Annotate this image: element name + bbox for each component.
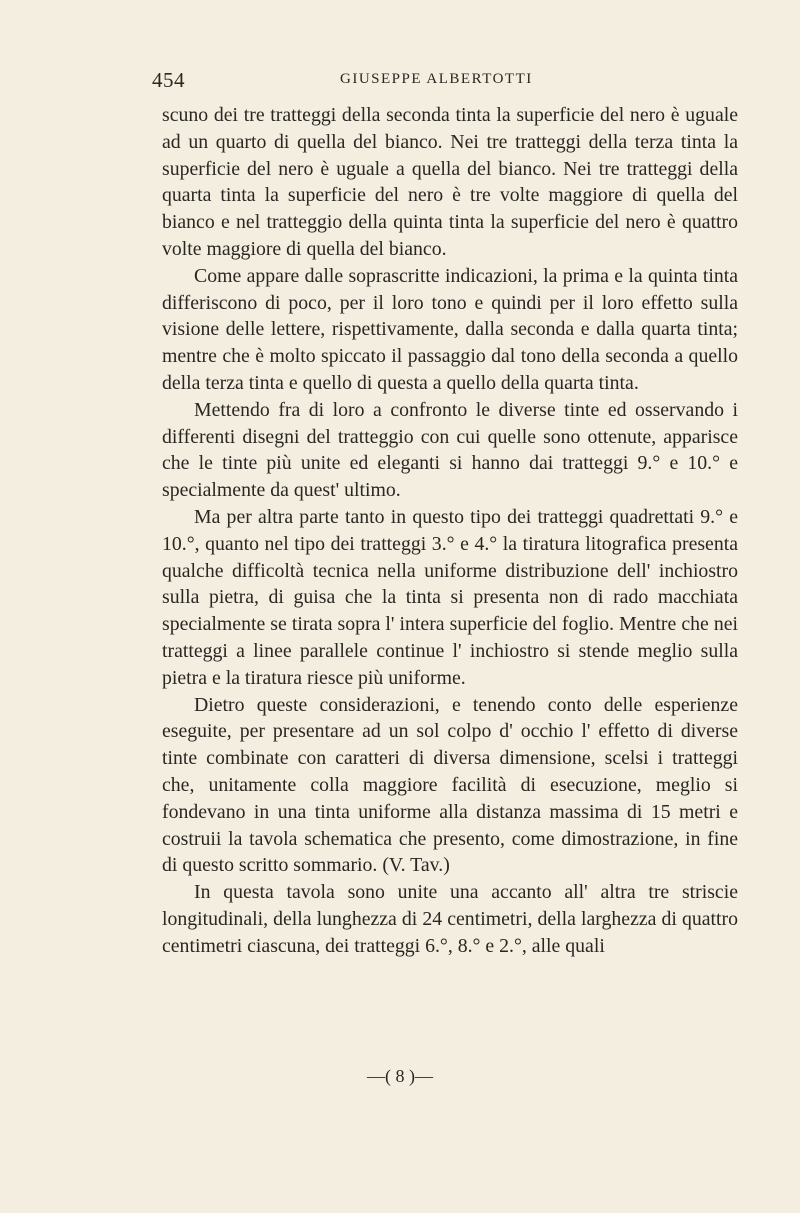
- paragraph: In questa tavola sono unite una accanto all' altra tre striscie longitudinali, della lunghezza di 24 centimetri, della larghezza di quattro centimetri ciascuna, dei tratteggi 6.°, 8.° e 2.°, alle quali: [162, 881, 738, 957]
- running-title: GIUSEPPE ALBERTOTTI: [340, 71, 533, 87]
- body-text: [162, 102, 738, 960]
- paragraph: Dietro queste considerazioni, e tenendo conto delle esperienze eseguite, per presentare ad un sol colpo d' occhio l' effetto di diverse tinte combinate con caratteri di diversa dimensione, scelsi i tratteggi che, unitamente colla maggiore facilità di esecuzione, meglio si fondevano in una tinta uniforme alla distanza massima di 15 metri e costruii la tavola schematica che presento, come dimostrazione, in fine di questo scritto sommario. (V. Tav.): [162, 693, 738, 877]
- page-number: 454: [152, 68, 185, 92]
- paragraph: Ma per altra parte tanto in questo tipo dei tratteggi quadrettati 9.° e 10.°, quanto nel tipo dei tratteggi 3.° e 4.° la tiratura litografica presenta qualche difficoltà tecnica nella uniforme distribuzione dell' inchiostro sulla pietra, di guisa che la tinta si presenta non di rado macchiata specialmente se tirata sopra l' intera superficie del foglio. Mentre che nei tratteggi a linee parallele continue l' inchiostro si stende meglio sulla pietra e la tiratura riesce più uniforme.: [162, 505, 738, 689]
- paragraph-continuation: scuno dei tre tratteggi della seconda tinta la superficie del nero è uguale ad un quarto di quella del bianco. Nei tre tratteggi della terza tinta la superficie del nero è uguale a quella del bianco. Nei tre tratteggi della quarta tinta la superficie del nero è tre volte maggiore di quella del bianco e nel tratteggio della quinta tinta la superficie del nero è quattro volte maggiore di quella del bianco.: [162, 104, 738, 260]
- paragraph: Come appare dalle soprascritte indicazioni, la prima e la quinta tinta differiscono di poco, per il loro tono e quindi per il loro effetto sulla visione delle lettere, rispettivamente, dalla seconda e dalla quarta tinta; mentre che è molto spiccato il passaggio dal tono della seconda a quello della terza tinta e quello di questa a quello della quarta tinta.: [162, 264, 738, 394]
- folio: —( 8 )—: [367, 1066, 433, 1086]
- running-head: [152, 68, 730, 98]
- paragraph: Mettendo fra di loro a confronto le diverse tinte ed osservando i differenti disegni del tratteggio con cui quelle sono ottenute, apparisce che le tinte più unite ed eleganti si hanno dai tratteggi 9.° e 10.° e specialmente da quest' ultimo.: [162, 398, 738, 502]
